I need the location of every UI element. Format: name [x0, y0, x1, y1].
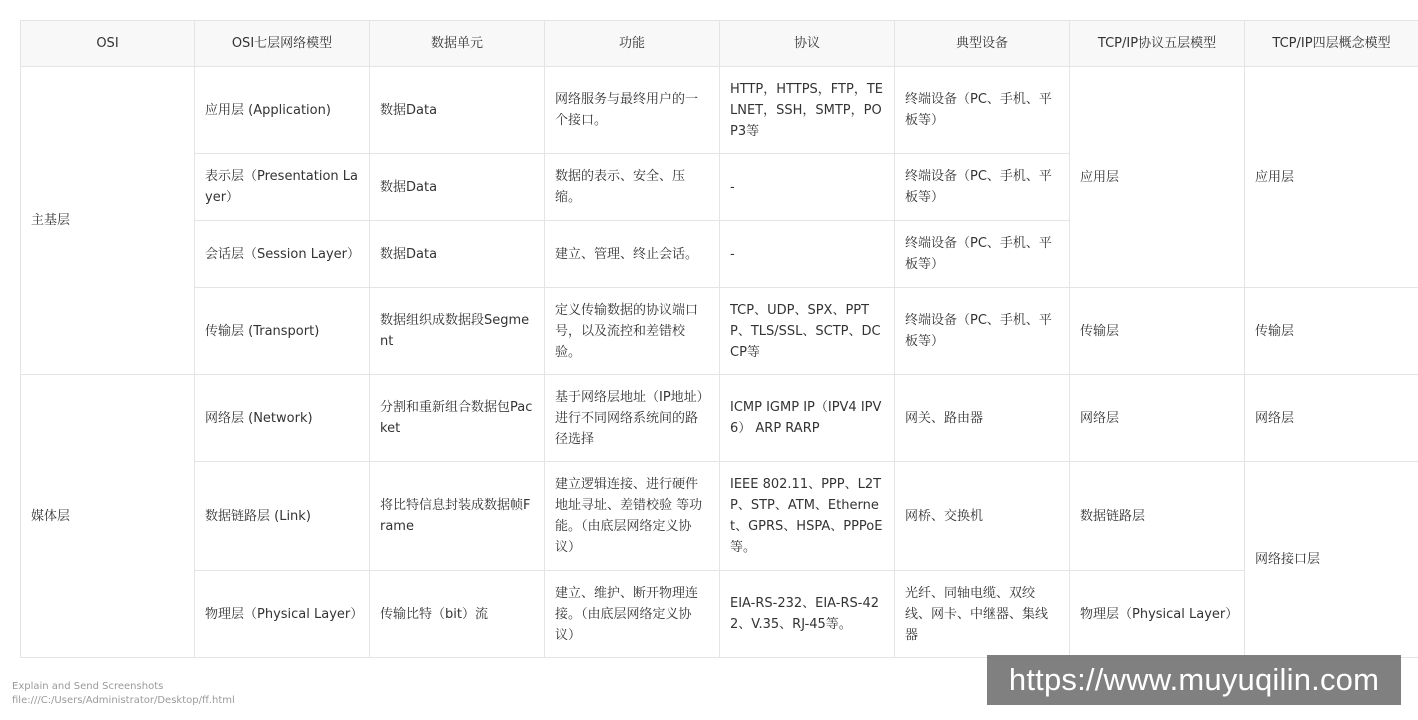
header-device: 典型设备 [895, 21, 1070, 67]
group-media-layers: 媒体层 [21, 375, 195, 658]
layer-name: 数据链路层 (Link) [195, 462, 370, 571]
footer-file-path: file:///C:/Users/Administrator/Desktop/ff.html [12, 695, 235, 706]
layer-name: 网络层 (Network) [195, 375, 370, 462]
tcp5-link: 数据链路层 [1070, 462, 1245, 571]
layer-function: 网络服务与最终用户的一个接口。 [545, 67, 720, 154]
layer-protocol: - [720, 154, 895, 221]
footer-note [12, 680, 235, 708]
header-protocol: 协议 [720, 21, 895, 67]
watermark: https://www.muyuqilin.com [987, 655, 1401, 705]
layer-function: 定义传输数据的协议端口号，以及流控和差错校验。 [545, 288, 720, 375]
tcp5-physical: 物理层（Physical Layer） [1070, 571, 1245, 658]
data-unit: 数据组织成数据段Segment [370, 288, 545, 375]
data-unit: 传输比特（bit）流 [370, 571, 545, 658]
layer-function: 基于网络层地址（IP地址）进行不同网络系统间的路径选择 [545, 375, 720, 462]
layer-protocol: EIA-RS-232、EIA-RS-422、V.35、RJ-45等。 [720, 571, 895, 658]
header-data-unit: 数据单元 [370, 21, 545, 67]
typical-device: 光纤、同轴电缆、双绞线、网卡、中继器、集线器 [895, 571, 1070, 658]
group-host-layers: 主基层 [21, 67, 195, 375]
tcp4-transport: 传输层 [1245, 288, 1418, 375]
layer-protocol: HTTP，HTTPS，FTP，TELNET，SSH，SMTP，POP3等 [720, 67, 895, 154]
table-row [21, 67, 1418, 154]
header-row [21, 21, 1418, 67]
typical-device: 网桥、交换机 [895, 462, 1070, 571]
tcp4-application: 应用层 [1245, 67, 1418, 288]
header-osi-seven-layer: OSI七层网络模型 [195, 21, 370, 67]
tcp5-transport: 传输层 [1070, 288, 1245, 375]
layer-name: 表示层（Presentation Layer） [195, 154, 370, 221]
layer-function: 数据的表示、安全、压缩。 [545, 154, 720, 221]
layer-name: 传输层 (Transport) [195, 288, 370, 375]
tcp5-application: 应用层 [1070, 67, 1245, 288]
tcp4-network: 网络层 [1245, 375, 1418, 462]
table-row [21, 462, 1418, 571]
data-unit: 将比特信息封装成数据帧Frame [370, 462, 545, 571]
typical-device: 终端设备（PC、手机、平板等） [895, 154, 1070, 221]
header-osi: OSI [21, 21, 195, 67]
data-unit: 数据Data [370, 221, 545, 288]
typical-device: 终端设备（PC、手机、平板等） [895, 221, 1070, 288]
layer-protocol: ICMP IGMP IP（IPV4 IPV6） ARP RARP [720, 375, 895, 462]
table-row [21, 375, 1418, 462]
data-unit: 数据Data [370, 67, 545, 154]
osi-model-table [20, 20, 1418, 658]
header-tcpip-five-layer: TCP/IP协议五层模型 [1070, 21, 1245, 67]
footer-note-title: Explain and Send Screenshots [12, 681, 164, 692]
tcp4-network-interface: 网络接口层 [1245, 462, 1418, 658]
typical-device: 网关、路由器 [895, 375, 1070, 462]
typical-device: 终端设备（PC、手机、平板等） [895, 67, 1070, 154]
layer-name: 会话层（Session Layer） [195, 221, 370, 288]
layer-name: 应用层 (Application) [195, 67, 370, 154]
layer-protocol: IEEE 802.11、PPP、L2TP、STP、ATM、Ethernet、GPRS、HSPA、PPPoE等。 [720, 462, 895, 571]
data-unit: 分割和重新组合数据包Packet [370, 375, 545, 462]
data-unit: 数据Data [370, 154, 545, 221]
header-function: 功能 [545, 21, 720, 67]
layer-name: 物理层（Physical Layer） [195, 571, 370, 658]
tcp5-network: 网络层 [1070, 375, 1245, 462]
table-row [21, 571, 1418, 658]
table-row [21, 288, 1418, 375]
layer-function: 建立、维护、断开物理连接。（由底层网络定义协议） [545, 571, 720, 658]
typical-device: 终端设备（PC、手机、平板等） [895, 288, 1070, 375]
header-tcpip-four-layer: TCP/IP四层概念模型 [1245, 21, 1418, 67]
layer-protocol: TCP、UDP、SPX、PPTP、TLS/SSL、SCTP、DCCP等 [720, 288, 895, 375]
layer-function: 建立逻辑连接、进行硬件地址寻址、差错校验 等功能。（由底层网络定义协议） [545, 462, 720, 571]
layer-protocol: - [720, 221, 895, 288]
layer-function: 建立、管理、终止会话。 [545, 221, 720, 288]
